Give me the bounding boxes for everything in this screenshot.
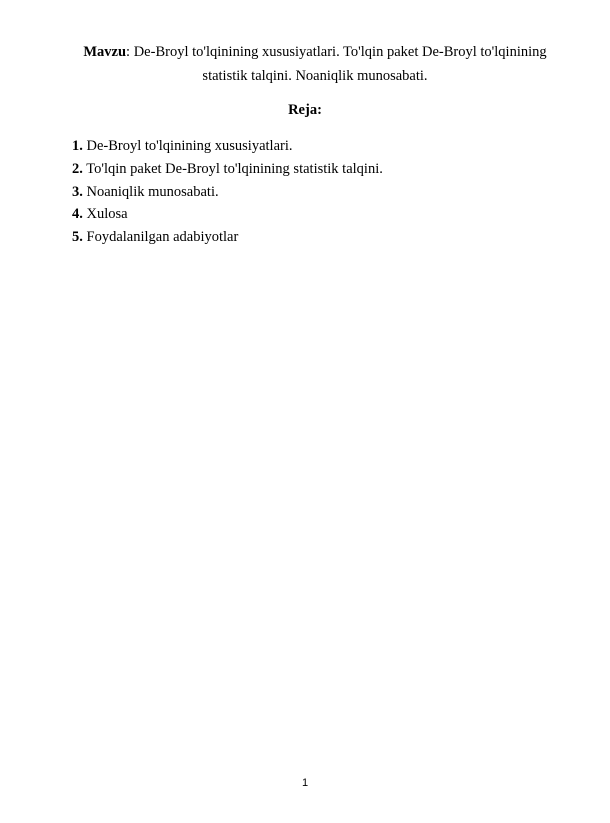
plan-item-number: 4. (72, 206, 83, 223)
topic-line (60, 40, 570, 88)
plan-item-text: To'lqin paket De-Broyl to'lqinining statistik talqini. (86, 160, 383, 177)
topic-label: Mavzu (83, 44, 127, 60)
plan-item-text: De-Broyl to'lqinining xususiyatlari. (86, 138, 293, 154)
topic-text: De-Broyl to'lqinining xususiyatlari. To'lqin paket De-Broyl to'lqinining statistik talqini. Noaniqlik munosabati. (133, 44, 547, 84)
page-number: 1 (301, 777, 309, 789)
plan-item (72, 226, 383, 249)
plan-item (72, 158, 383, 181)
plan-heading: Reja: (288, 102, 322, 118)
plan-item-number: 5. (72, 229, 83, 246)
plan-item-number: 1. (72, 138, 83, 154)
plan-list (72, 135, 383, 249)
plan-item (72, 135, 383, 158)
plan-item-number: 2. (72, 160, 83, 177)
plan-item (72, 203, 383, 226)
plan-item-text: Xulosa (86, 206, 128, 223)
plan-item (72, 181, 383, 204)
topic-separator: : (126, 44, 134, 60)
plan-item-number: 3. (72, 183, 83, 200)
plan-item-text: Noaniqlik munosabati. (86, 183, 219, 200)
plan-item-text: Foydalanilgan adabiyotlar (86, 229, 239, 246)
